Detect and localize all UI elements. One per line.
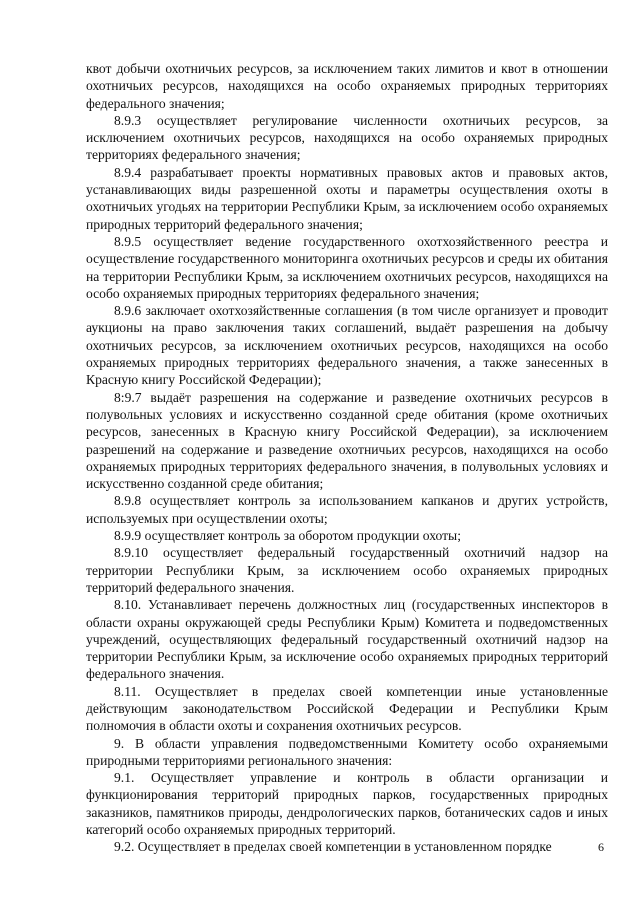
paragraph-8-9-6: 8.9.6 заключает охотхозяйственные соглашения (в том числе организует и проводит аукционы на право заключения таких соглашений, выдаёт разрешения на добычу охотничьих ресурсов, за исключением охотничьих ресурсов, находящихся на особо охраняемых природных территориях федерального значения, а также занесенных в Красную книгу Российской Федерации); — [86, 303, 608, 388]
paragraph-8-9-9: 8.9.9 осуществляет контроль за оборотом продукции охоты; — [114, 528, 461, 544]
paragraph-8-9-3: 8.9.3 осуществляет регулирование численности охотничьих ресурсов, за исключением охотничьих ресурсов, находящихся на особо охраняемых природных территориях федерального значения; — [86, 112, 608, 163]
page-number: 6 — [598, 840, 604, 854]
paragraph-8-11: 8.11. Осуществляет в пределах своей компетенции иные установленные действующим законодательством Российской Федерации и Республики Крым полномочия в области охоты и сохранения охотничьих ресурсов. — [86, 683, 608, 734]
paragraph-8-9-10: 8.9.10 осуществляет федеральный государственный охотничий надзор на территории Республики Крым, за исключением особо охраняемых природных территорий федерального значения. — [86, 545, 608, 595]
paragraph-8-9-7: 8:9.7 выдаёт разрешения на содержание и разведение охотничьих ресурсов в полувольных условиях и искусственно созданной среде обитания (кроме охотничьих ресурсов, занесенных в Красную книгу Российской Федерации), за исключением разрешений на содержание и разведение охотничьих ресурсов, находящихся на особо охраняемых природных территориях федерального значения, в полувольных условиях и искусственно созданной среде обитания; — [86, 389, 608, 492]
paragraph-8-10: 8.10. Устанавливает перечень должностных лиц (государственных инспекторов в области охраны окружающей среды Республики Крым) Комитета и подведомственных учреждений, осуществляющих федеральный государственный охотничий надзор на территории Республики Крым, за исключение особо охраняемых природных территорий федерального значения. — [86, 597, 608, 682]
paragraph-8-9-8: 8.9.8 осуществляет контроль за использованием капканов и других устройств, используемых при осуществлении охоты; — [86, 493, 608, 526]
paragraph-9: 9. В области управления подведомственными Комитету особо охраняемыми природными территориями регионального значения: — [86, 735, 608, 768]
paragraph-1: квот добычи охотничьих ресурсов, за исключением таких лимитов и квот в отношении охотничьих ресурсов, находящихся на особо охраняемых природных территориях федерального значения; — [86, 61, 608, 111]
document-body — [86, 60, 608, 856]
paragraph-8-9-4: 8.9.4 разрабатывает проекты нормативных правовых актов и правовых актов, устанавливающих виды разрешенной охоты и параметры осуществления охоты в охотничьих угодьях на территории Республики Крым, за исключением особо охраняемых природных территорий федерального значения; — [86, 164, 608, 232]
paragraph-9-1: 9.1. Осуществляет управление и контроль в области организации и функционирования территорий природных парков, государственных природных заказников, памятников природы, дендрологических парков, ботанических садов и иных категорий особо охраняемых природных территорий. — [86, 770, 608, 838]
paragraph-8-9-5: 8.9.5 осуществляет ведение государственного охотхозяйственного реестра и осуществление государственного мониторинга охотничьих ресурсов и среды их обитания на территории Республики Крым, за исключением охотничьих ресурсов, находящихся на особо охраняемых природных территориях федерального значения; — [86, 233, 608, 301]
paragraph-9-2: 9.2. Осуществляет в пределах своей компетенции в установленном порядке — [114, 839, 552, 855]
